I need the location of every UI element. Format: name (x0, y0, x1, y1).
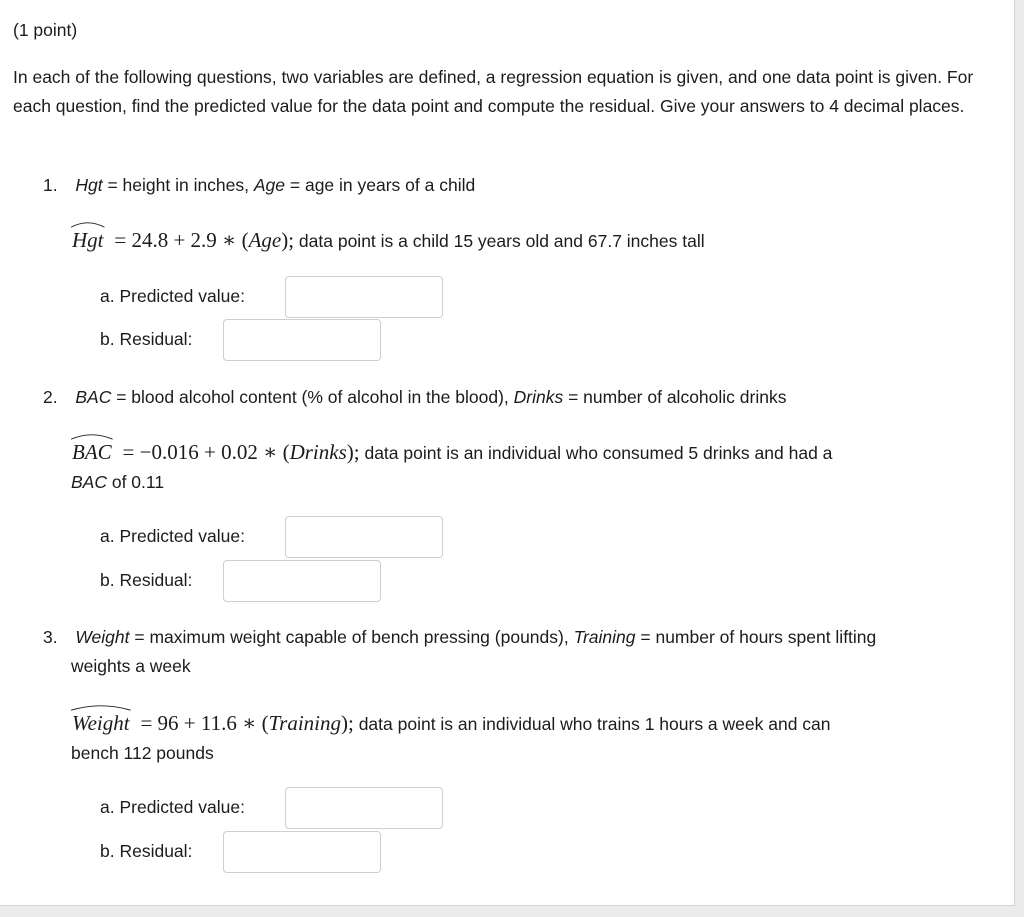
variable-name: Drinks (513, 387, 564, 407)
variable-description: = blood alcohol content (% of alcohol in the blood), (111, 387, 514, 407)
predicted-value-input[interactable] (285, 276, 443, 318)
question-1-equation (72, 226, 705, 256)
equation-rhs: = 96 + 11.6 ∗ ( (140, 711, 269, 735)
variable-description: = height in inches, (102, 175, 254, 195)
equation-end: ); (281, 228, 295, 252)
equation-variable: Drinks (289, 440, 347, 464)
predicted-value-label: a. Predicted value: (100, 797, 245, 817)
predicted-variable-text: Hgt (72, 228, 104, 252)
question-3-equation (72, 709, 831, 739)
equation-variable: Age (248, 228, 282, 252)
hat-icon (71, 703, 131, 711)
predicted-value-label: a. Predicted value: (100, 286, 245, 306)
variable-name: BAC (71, 472, 107, 492)
residual-input[interactable] (223, 560, 381, 602)
equation-variable: Training (268, 711, 341, 735)
variable-name: BAC (75, 387, 112, 407)
question-number: 3. (43, 627, 58, 647)
variable-description: = maximum weight capable of bench pressing (pounds), (129, 627, 574, 647)
predicted-variable (72, 438, 112, 467)
question-2-equation-cont (71, 468, 164, 497)
residual-input[interactable] (223, 319, 381, 361)
variable-description: = number of hours spent lifting (635, 627, 877, 647)
variable-name: Weight (75, 627, 130, 647)
question-number: 2. (43, 387, 58, 407)
predicted-value-label: a. Predicted value: (100, 526, 245, 546)
question-2-definition (43, 383, 786, 412)
data-point-text: data point is an individual who consumed 5 drinks and had a (359, 443, 833, 463)
question-2-equation (72, 438, 832, 468)
points-label: (1 point) (13, 20, 78, 40)
hat-icon (71, 220, 105, 228)
problem-intro: In each of the following questions, two variables are defined, a regression equation is given, and one data point is given. For each question, find the predicted value for the data point and compute the residual. Give your answers to 4 decimal places. (13, 67, 974, 116)
variable-description: = number of alcoholic drinks (563, 387, 787, 407)
equation-end: ); (341, 711, 354, 735)
data-point-text: data point is a child 15 years old and 67.7 inches tall (294, 231, 705, 251)
variable-description: = age in years of a child (285, 175, 476, 195)
predicted-value-input[interactable] (285, 787, 443, 829)
hat-icon (71, 432, 113, 440)
predicted-variable-text: BAC (72, 440, 112, 464)
variable-name: Age (253, 175, 286, 195)
question-3-definition (43, 623, 876, 652)
question-1-definition (43, 171, 475, 200)
data-point-text: of 0.11 (106, 472, 165, 492)
residual-label: b. Residual: (100, 570, 193, 590)
predicted-variable (72, 709, 130, 738)
variable-name: Hgt (75, 175, 103, 195)
question-3-definition-cont: weights a week (71, 656, 191, 676)
residual-input[interactable] (223, 831, 381, 873)
residual-label: b. Residual: (100, 841, 193, 861)
equation-rhs: = −0.016 + 0.02 ∗ ( (122, 440, 290, 464)
predicted-variable (72, 226, 104, 255)
predicted-variable-text: Weight (72, 711, 130, 735)
residual-label: b. Residual: (100, 329, 193, 349)
predicted-value-input[interactable] (285, 516, 443, 558)
question-3-equation-cont: bench 112 pounds (71, 743, 214, 763)
question-number: 1. (43, 175, 58, 195)
variable-name: Training (573, 627, 636, 647)
equation-rhs: = 24.8 + 2.9 ∗ ( (114, 228, 249, 252)
equation-end: ); (346, 440, 360, 464)
data-point-text: data point is an individual who trains 1 hours a week and can (353, 714, 831, 734)
